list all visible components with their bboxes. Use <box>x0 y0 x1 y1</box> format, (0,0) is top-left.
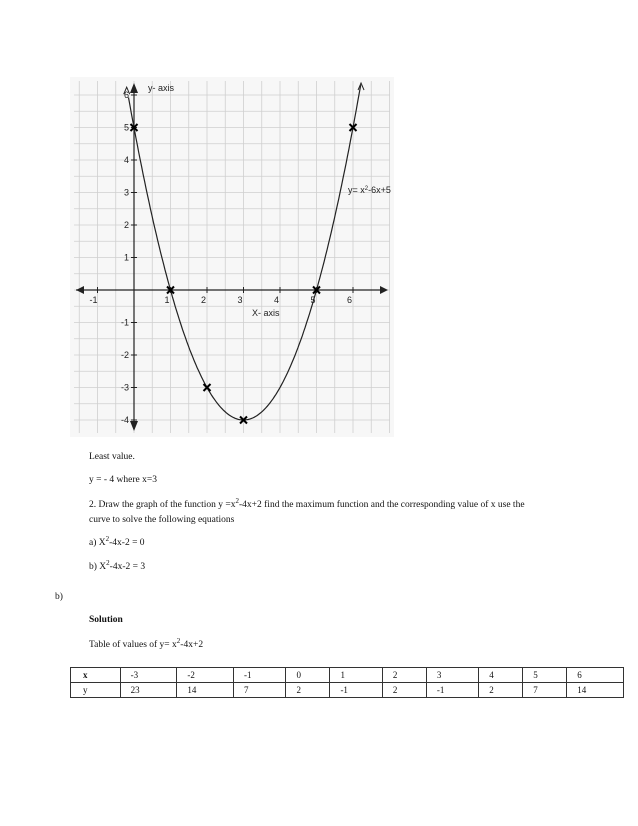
table-cell: 23 <box>120 683 177 698</box>
table-header-x: x <box>71 668 121 683</box>
graph-grid <box>74 81 390 433</box>
table-row-x <box>71 668 624 683</box>
table-row-y <box>71 683 624 698</box>
function-label: $y= x^2-6x+5$ <box>348 185 391 195</box>
y-tick-label: 4 <box>124 155 130 165</box>
table-cell: 0 <box>286 668 330 683</box>
y-tick-label: -3 <box>121 382 130 393</box>
equation-b: b) $X^2-4x-2 = 3$ <box>89 558 146 572</box>
table-cell: 4 <box>479 668 523 683</box>
x-tick-label: 3 <box>237 295 243 305</box>
x-axis-arrow-right <box>380 286 388 294</box>
least-value-text: Least value. <box>89 452 135 462</box>
parabola-curve <box>129 85 361 420</box>
table-cell: 1 <box>330 668 382 683</box>
table-caption: Table of values of $y= x^2-4x+2$ <box>89 636 204 650</box>
function-graph <box>70 77 394 437</box>
graph-axes <box>76 83 388 431</box>
y-equals-text: y = - 4 where x=3 <box>89 475 157 485</box>
table-cell: 14 <box>567 683 624 698</box>
y-tick-label: 2 <box>124 220 130 230</box>
equation-a: a) $X^2-4x-2 = 0$ <box>89 534 145 548</box>
x-tick-label: 4 <box>274 295 280 305</box>
table-cell: 6 <box>567 668 624 683</box>
question-2-line2: curve to solve the following equations <box>89 515 235 525</box>
table-cell: -1 <box>330 683 382 698</box>
table-cell: 2 <box>382 683 426 698</box>
y-tick-label: 3 <box>124 187 130 198</box>
x-axis-label: X- axis <box>252 308 280 318</box>
table-cell: 14 <box>177 683 234 698</box>
table-cell: 7 <box>234 683 286 698</box>
values-table <box>70 667 624 698</box>
y-tick-label: 5 <box>124 122 130 133</box>
y-tick-label: -1 <box>121 317 130 328</box>
table-cell: 7 <box>523 683 567 698</box>
y-axis-arrow-down <box>130 421 138 431</box>
x-tick-label: 2 <box>201 295 207 305</box>
table-cell: 2 <box>382 668 426 683</box>
y-tick-label: 6 <box>124 90 130 100</box>
y-axis-arrow-up <box>130 83 138 93</box>
x-axis-arrow-left <box>76 286 84 294</box>
y-axis-label: y- axis <box>148 83 175 93</box>
table-cell: 5 <box>523 668 567 683</box>
y-tick-label: 1 <box>124 252 130 263</box>
question-2-line1: 2. Draw the graph of the function $y =x^2-4x+2$ find the maximum function and the corresponding value of x use the <box>89 496 525 510</box>
table-cell: -3 <box>120 668 177 683</box>
solution-heading: Solution <box>89 615 123 625</box>
table-header-y: y <box>71 683 121 698</box>
table-cell: 2 <box>286 683 330 698</box>
x-tick-label: 6 <box>347 295 353 305</box>
table-cell: -2 <box>177 668 234 683</box>
y-tick-label: -4 <box>121 415 130 425</box>
table-cell: -1 <box>426 683 478 698</box>
x-tick-label: -1 <box>89 295 98 305</box>
table-cell: 2 <box>479 683 523 698</box>
x-tick-label: 5 <box>310 295 316 305</box>
table-cell: -1 <box>234 668 286 683</box>
part-b-label: b) <box>55 592 63 602</box>
table-cell: 3 <box>426 668 478 683</box>
x-tick-label: 1 <box>164 295 170 305</box>
y-tick-label: -2 <box>121 350 130 360</box>
